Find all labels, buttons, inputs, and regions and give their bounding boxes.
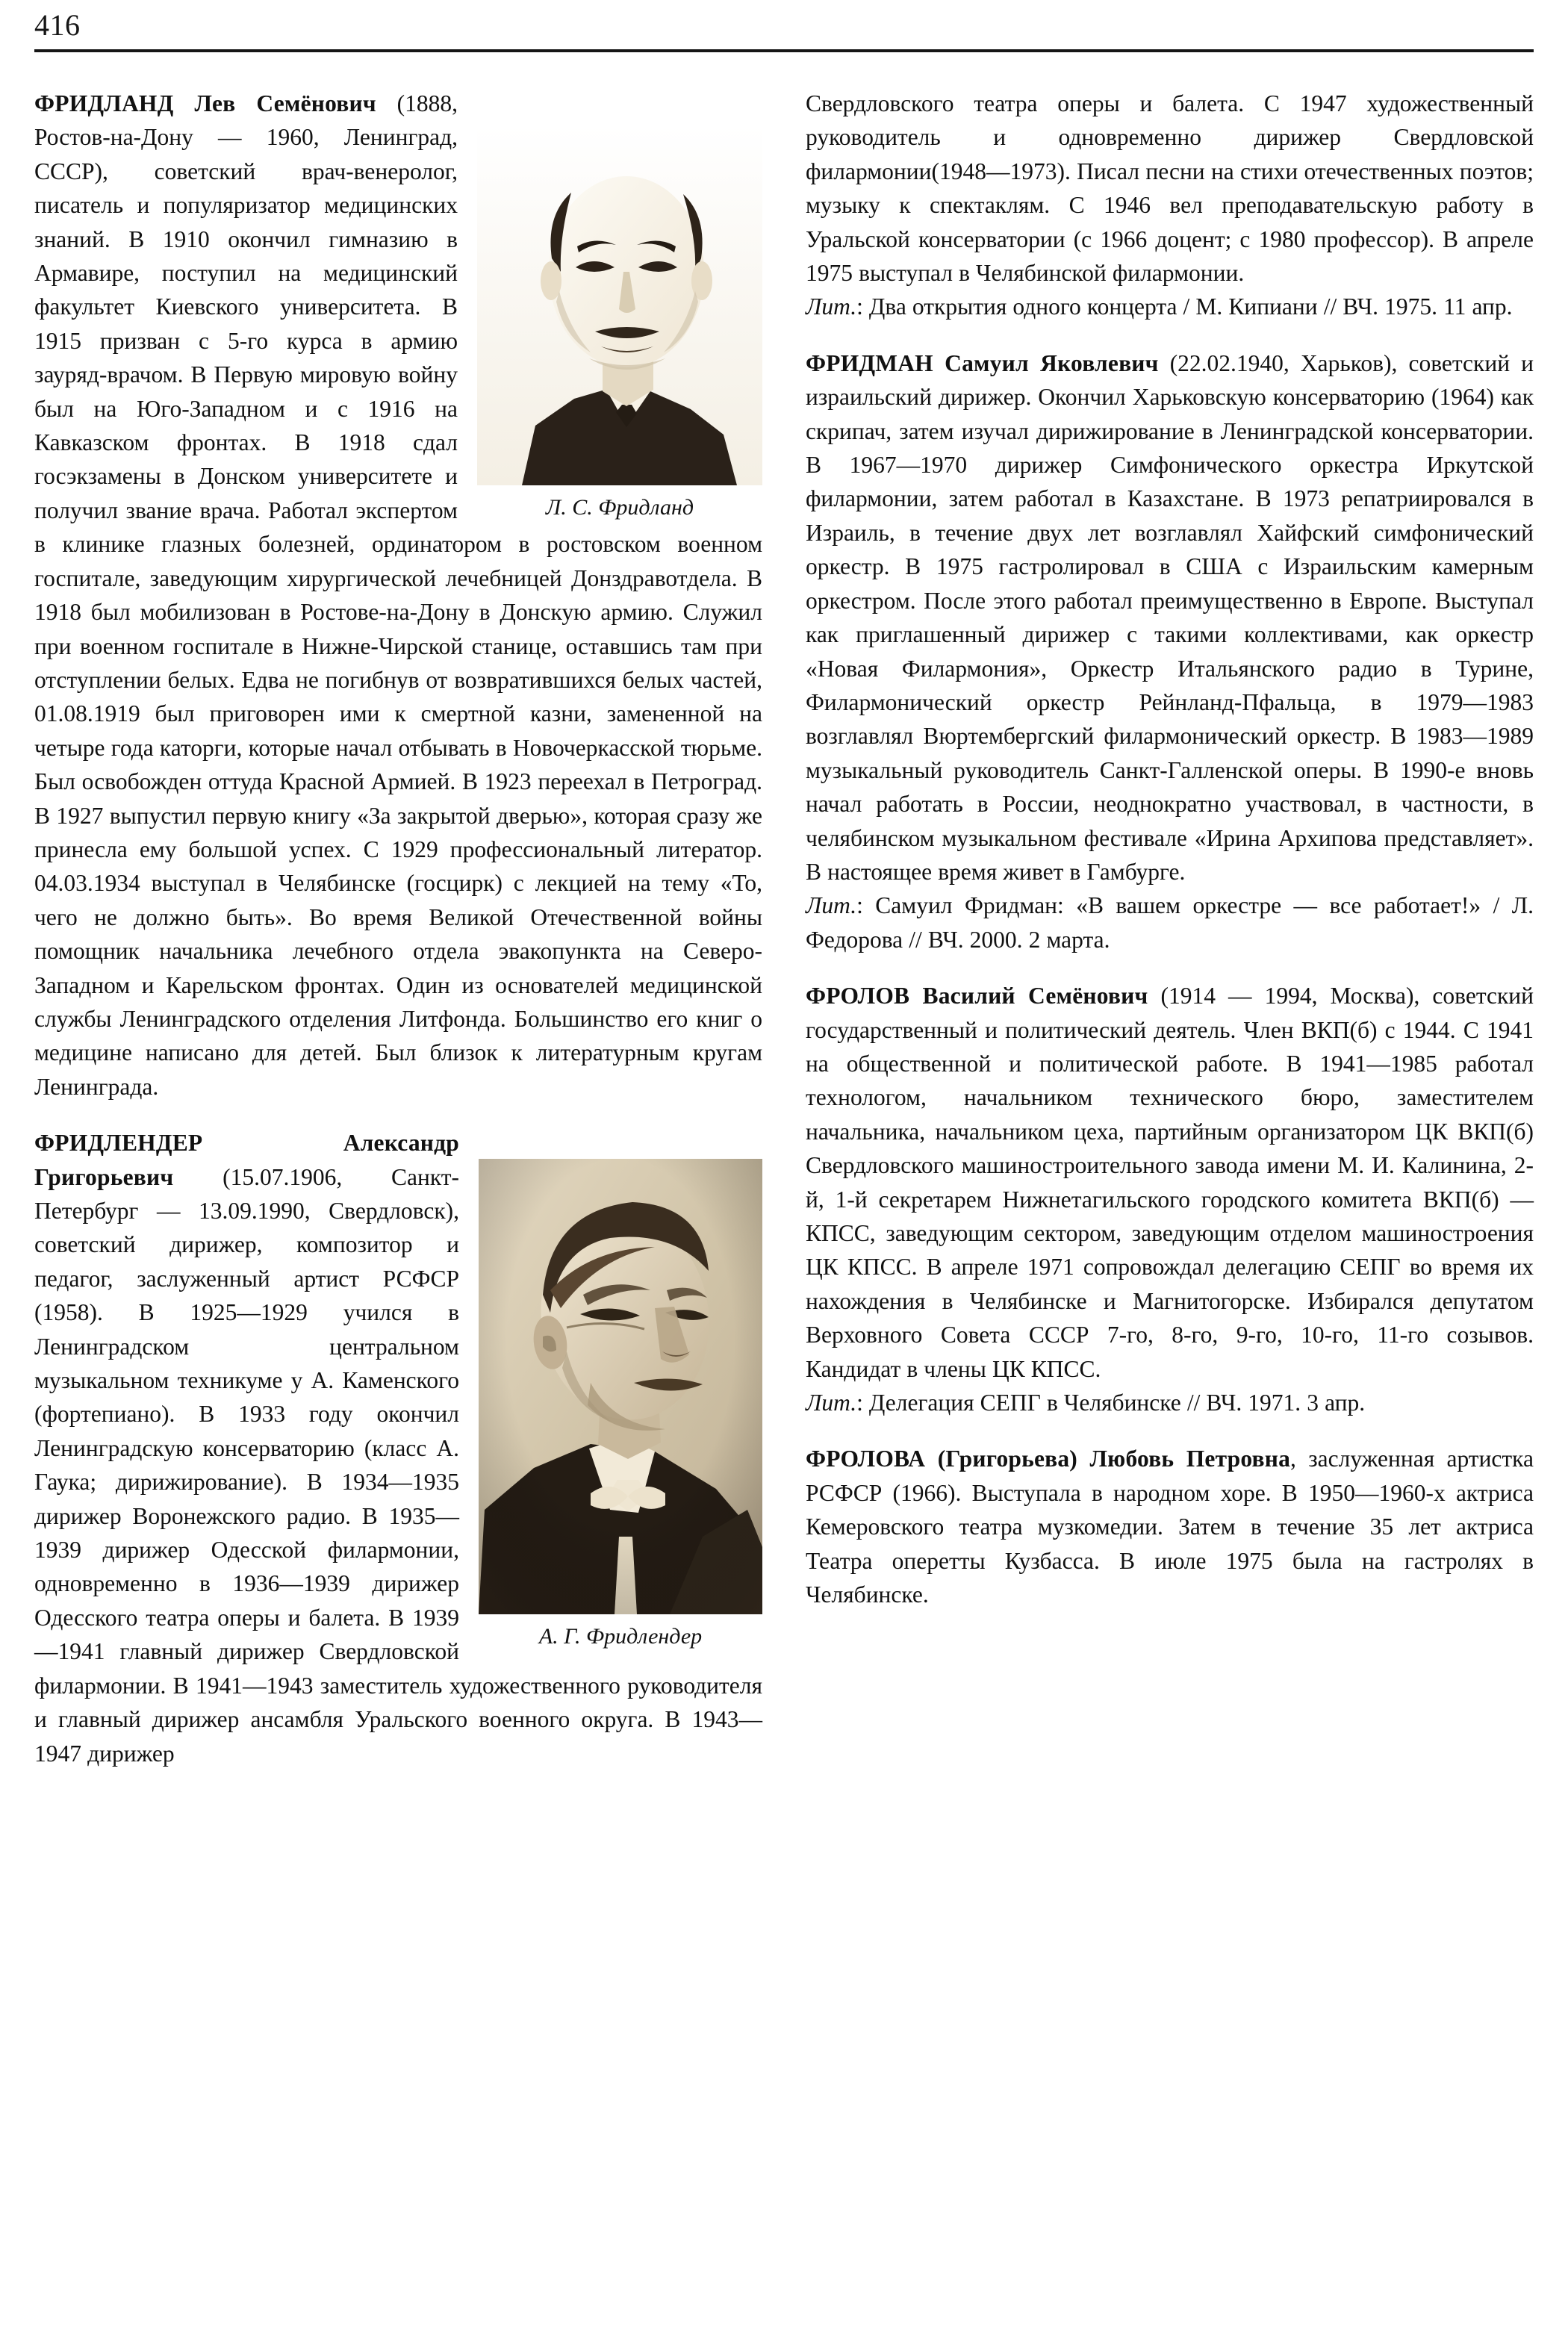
left-column — [34, 87, 762, 2334]
entry-text-frolova: , заслуженная артистка РСФСР (1966). Выступала в народном хоре. В 1950—1960-х актриса Кемеровского театра музкомедии. Затем в течение 35 лет актриса Театра оперетты Кузбасса. В июле 1975 была на гастролях в Челябинске. — [806, 1446, 1534, 1608]
column-container — [34, 87, 1534, 2334]
right-column — [806, 87, 1534, 2334]
portrait-photo-fridland — [477, 125, 762, 485]
headword-frolov: ФРОЛОВ Василий Семёнович — [806, 983, 1148, 1009]
headword-given-fridland: Лев Семёнович — [194, 90, 376, 116]
entry-lit-fridman — [806, 889, 1534, 956]
entry-fridland — [34, 87, 762, 1104]
headword-given-frolova: (Григорьева) Любовь Петровна — [937, 1446, 1291, 1472]
entry-frolova — [806, 1442, 1534, 1611]
page-header — [34, 10, 1534, 52]
page-number: 416 — [34, 8, 81, 42]
headword-fridlender: ФРИДЛЕНДЕР Александр Григорьевич — [34, 1130, 459, 1190]
entry-fridlender-continuation — [806, 87, 1534, 324]
entry-frolov — [806, 979, 1534, 1419]
entry-text-fridlender-continued: Свердловского театра оперы и балета. С 1947 художественный руководитель и одновременно дирижер Свердловской филармонии(1948—1973). Писал песни на стихи отечественных поэтов; музыку к спектаклям. С 1946 вел преподавательскую работу в Уральской консерватории (с 1966 доцент; с 1980 профессор). В апреле 1975 выступал в Челябинской филармонии. — [806, 90, 1534, 287]
portrait-photo-fridlender — [479, 1159, 762, 1614]
lit-text-fridman: : Самуил Фридман: «В вашем оркестре — все работает!» / Л. Федорова // ВЧ. 2000. 2 марта. — [806, 892, 1534, 953]
lit-label-frolov: Лит. — [806, 1390, 857, 1416]
entry-lit-fridlender — [806, 290, 1534, 323]
portrait-caption-fridlender: А. Г. Фридлендер — [538, 1624, 703, 1649]
lit-text-frolov: : Делегация СЕПГ в Челябинске // ВЧ. 1971. 3 апр. — [856, 1390, 1366, 1416]
header-rule — [34, 49, 1534, 52]
entry-text-fridland: (1888, Ростов-на-Дону — 1960, Ленинград, СССР), советский врач-венеролог, писатель и популяризатор медицинских знаний. В 1910 окончил гимназию в Армавире, поступил на медицинский факультет Киевского университета. В 1915 призван с 5-го курса в армию зауряд-врачом. В Первую мировую войну был на Юго-Западном и с 1916 на Кавказском фронтах. В 1918 сдал госэкзамены в Донском университете и получил звание врача. Работал экспертом в клинике глазных болезней, ординатором в ростовском военном госпитале, заведующим хирургической лечебницей Донздравотдела. В 1918 был мобилизован в Ростове-на-Дону в Донскую армию. Служил при военном госпитале в Нижне-Чирской станице, оставшись там при отступлении белых. Едва не погибнув от возвратившихся белых частей, 01.08.1919 был приговорен ими к смертной казни, замененной на четыре года каторги, которые начал отбывать в Новочеркасской тюрьме. Был освобожден оттуда Красной Армией. В 1923 переехал в Петроград. В 1927 выпустил первую книгу «За закрытой дверью», которая сразу же принесла ему большой успех. С 1929 профессиональный литератор. 04.03.1934 выступал в Челябинске (госцирк) с лекцией на тему «То, чего не должно быть». Во время Великой Отечественной войны помощник начальника лечебного отдела эвакопункта на Северо-Западном и Карельском фронтах. Один из основателей медицинской службы Ленинградского отделения Литфонда. Большинство его книг о медицине написано для детей. Был близок к литературным кругам Ленинграда. — [34, 90, 762, 1100]
entry-body-frolov — [806, 979, 1534, 1386]
entry-body-frolova — [806, 1442, 1534, 1611]
lit-text-fridlender: : Два открытия одного концерта / М. Кипиани // ВЧ. 1975. 11 апр. — [856, 293, 1513, 320]
lit-label-fridman: Лит. — [806, 892, 857, 919]
entry-text-frolov: (1914 — 1994, Москва), советский государственный и политический деятель. Член ВКП(б) с 1944. С 1941 на общественной и политической работе. В 1941—1985 работал технологом, начальником технического бюро, заместителем начальника, начальником цеха, партийным организатором ЦК ВКП(б) Свердловского машиностроительного завода имени М. И. Калинина, 2-й, 1-й секретарем Нижнетагильского городского комитета ВКП(б) — КПСС, заведующим сектором, заведующим отделом машиностроения ЦК КПСС. В апреле 1971 сопровождал делегацию СЕПГ во время их нахождения в Челябинске и Магнитогорске. Избирался депутатом Верховного Совета СССР 7-го, 8-го, 9-го, 10-го, 11-го созывов. Кандидат в члены ЦК КПСС. — [806, 983, 1534, 1382]
entry-lit-frolov — [806, 1386, 1534, 1419]
portrait-figure-fridlender — [479, 1159, 762, 1652]
headword-given-fridlender: Александр Григорьевич — [34, 1130, 459, 1190]
lit-label-fridlender: Лит. — [806, 293, 857, 320]
headword-given-fridman: Самуил Яковлевич — [945, 349, 1159, 376]
portrait-caption-fridland: Л. С. Фридланд — [545, 495, 694, 520]
headword-frolova: ФРОЛОВА (Григорьева) Любовь Петровна — [806, 1446, 1291, 1472]
headword-fridman: ФРИДМАН Самуил Яковлевич — [806, 349, 1159, 376]
entry-body-fridman — [806, 346, 1534, 889]
headword-given-frolov: Василий Семёнович — [922, 983, 1148, 1009]
entry-fridman — [806, 346, 1534, 956]
entry-text-fridlender: (15.07.1906, Санкт-Петербург — 13.09.1990, Свердловск), советский дирижер, композитор и педагог, заслуженный артист РСФСР (1958). В 1925—1929 учился в Ленинградском центральном музыкальном техникуме у А. Каменского (фортепиано). В 1933 году окончил Ленинградскую консерваторию (класс А. Гаука; дирижирование). В 1934—1935 дирижер Воронежского радио. В 1935—1939 дирижер Одесской филармонии, одновременно в 1936—1939 дирижер Одесского театра оперы и балета. В 1939—1941 главный дирижер Свердловской филармонии. В 1941—1943 заместитель художественного руководителя и главный дирижер ансамбля Уральского военного округа. В 1943—1947 дирижер — [34, 1163, 762, 1767]
entry-text-fridman: (22.02.1940, Харьков), советский и израильский дирижер. Окончил Харьковскую консерваторию (1964) как скрипач, затем изучал дирижирование в Ленинградской консерватории. В 1967—1970 дирижер Симфонического оркестра Иркутской филармонии, затем работал в Казахстане. В 1973 репатриировался в Израиль, в течение двух лет возглавлял Хайфский симфонический оркестр. В 1975 гастролировал в США с Израильским камерным оркестром. После этого работал преимущественно в Европе. Выступал как приглашенный дирижер с такими коллективами, как оркестр «Новая Филармония», Оркестр Итальянского радио в Турине, Филармонический оркестр Рейнланд-Пфальца, в 1979—1983 возглавлял Вюртембергский филармонический оркестр. В 1983—1989 музыкальный руководитель Санкт-Галленской оперы. В 1990-е вновь начал работать в России, неоднократно участвовал, в частности, в челябинском музыкальном фестивале «Ирина Архипова представляет». В настоящее время живет в Гамбурге. — [806, 349, 1534, 885]
headword-fridland: ФРИДЛАНД Лев Семёнович — [34, 90, 376, 116]
portrait-figure-fridland — [477, 125, 762, 523]
entry-fridlender — [34, 1126, 762, 1770]
